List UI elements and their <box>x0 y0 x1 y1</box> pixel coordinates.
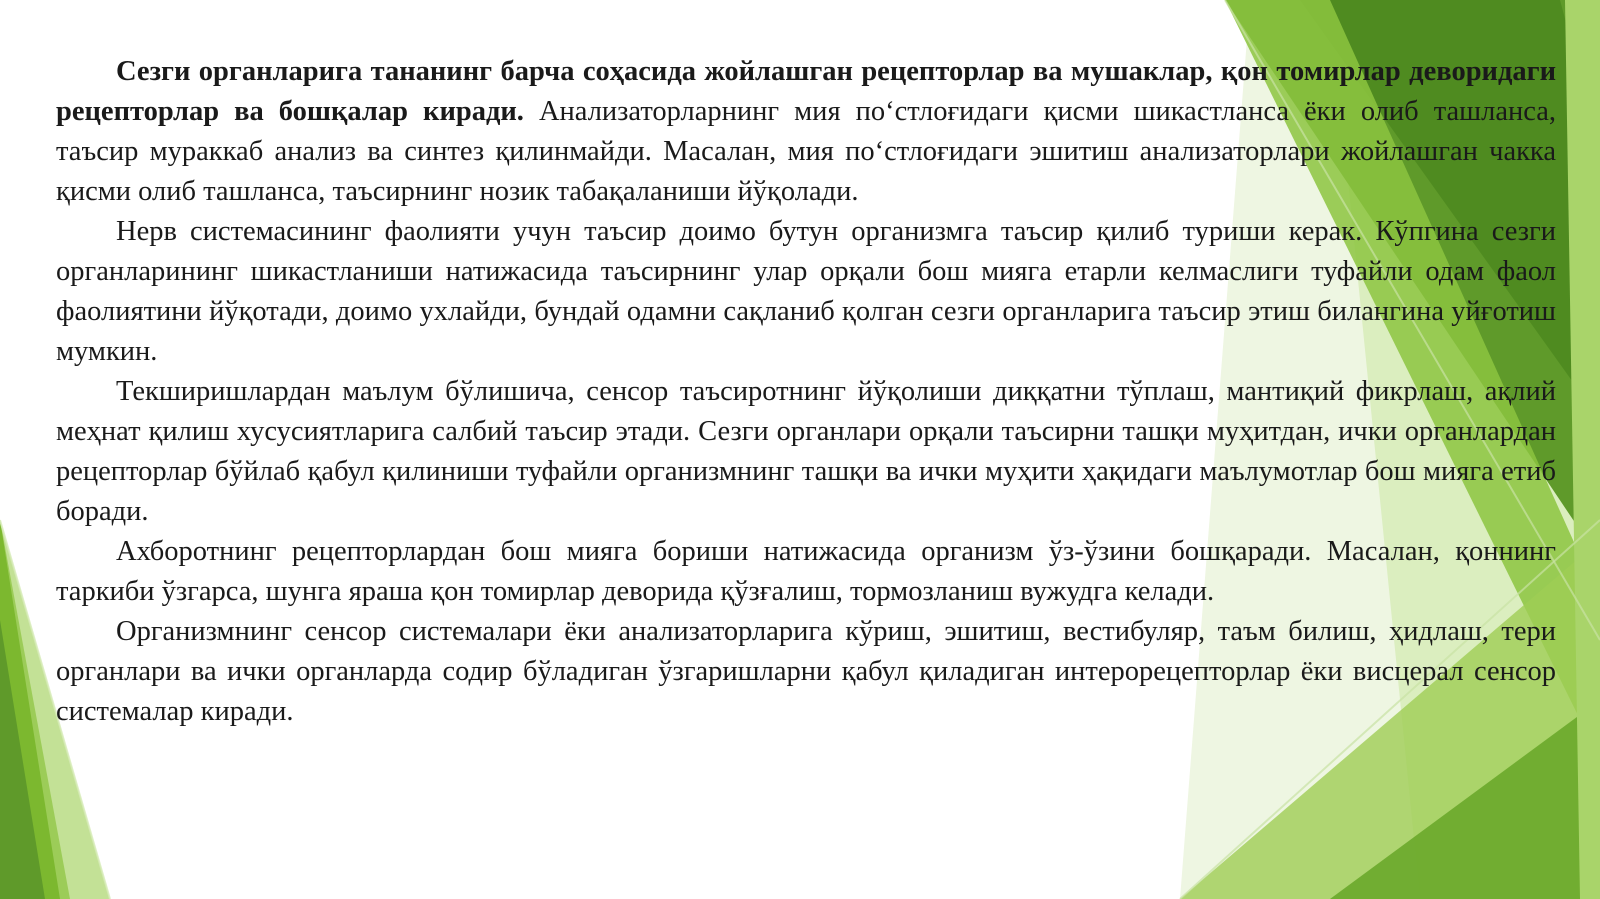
paragraph-5-text: Организмнинг сенсор системалари ёки анализаторларига кўриш, эшитиш, вестибуляр, таъм билиш, ҳидлаш, тери органлари ва ички органларда содир бўладиган ўзгаришларни қабул қиладиган интерорецепторлар ёки висцерал сенсор системалар киради. <box>56 616 1556 727</box>
paragraph-4-text: Ахборотнинг рецепторлардан бош мияга бориши натижасида организм ўз-ўзини бошқаради. Масалан, қоннинг таркиби ўзгарса, шунга яраша қон томирлар деворида қўзғалиш, тормозланиш вужудга келади. <box>56 536 1556 607</box>
paragraph-5 <box>56 612 1556 732</box>
text-body <box>56 52 1556 732</box>
paragraph-3-text: Текширишлардан маълум бўлишича, сенсор таъсиротнинг йўқолиши диққатни тўплаш, мантиқий фикрлаш, ақлий меҳнат қилиш хусусиятларига салбий таъсир этади. Сезги органлари орқали таъсирни ташқи муҳитдан, ички органлардан рецепторлар бўйлаб қабул қилиниши туфайли организмнинг ташқи ва ички муҳити ҳақидаги маълумотлар бош мияга етиб боради. <box>56 376 1556 527</box>
paragraph-1-text: Анализаторларнинг мия по‘стлоғидаги қисми шикастланса ёки олиб ташланса, таъсир мураккаб анализ ва синтез қилинмайди. Масалан, мия по‘стлоғидаги эшитиш анализаторлари жойлашган чакка қисми олиб ташланса, таъсирнинг нозик табақаланиши йўқолади. <box>56 96 1556 207</box>
paragraph-1 <box>56 52 1556 212</box>
paragraph-1-bold: Сезги органларига тананинг барча соҳасида жойлашган рецепторлар ва мушаклар, қон томирлар деворидаги рецепторлар ва бошқалар киради. <box>56 56 1556 127</box>
paragraph-2 <box>56 212 1556 372</box>
paragraph-4 <box>56 532 1556 612</box>
paragraph-2-text: Нерв системасининг фаолияти учун таъсир доимо бутун организмга таъсир қилиб туриши керак. Кўпгина сезги органларининг шикастланиши натижасида таъсирнинг улар орқали бош мияга етарли келмаслиги туфайли одам фаол фаолиятини йўқотади, доимо ухлайди, бундай одамни сақланиб қолган сезги органларига таъсир этиш билангина уйғотиш мумкин. <box>56 216 1556 367</box>
paragraph-3 <box>56 372 1556 532</box>
